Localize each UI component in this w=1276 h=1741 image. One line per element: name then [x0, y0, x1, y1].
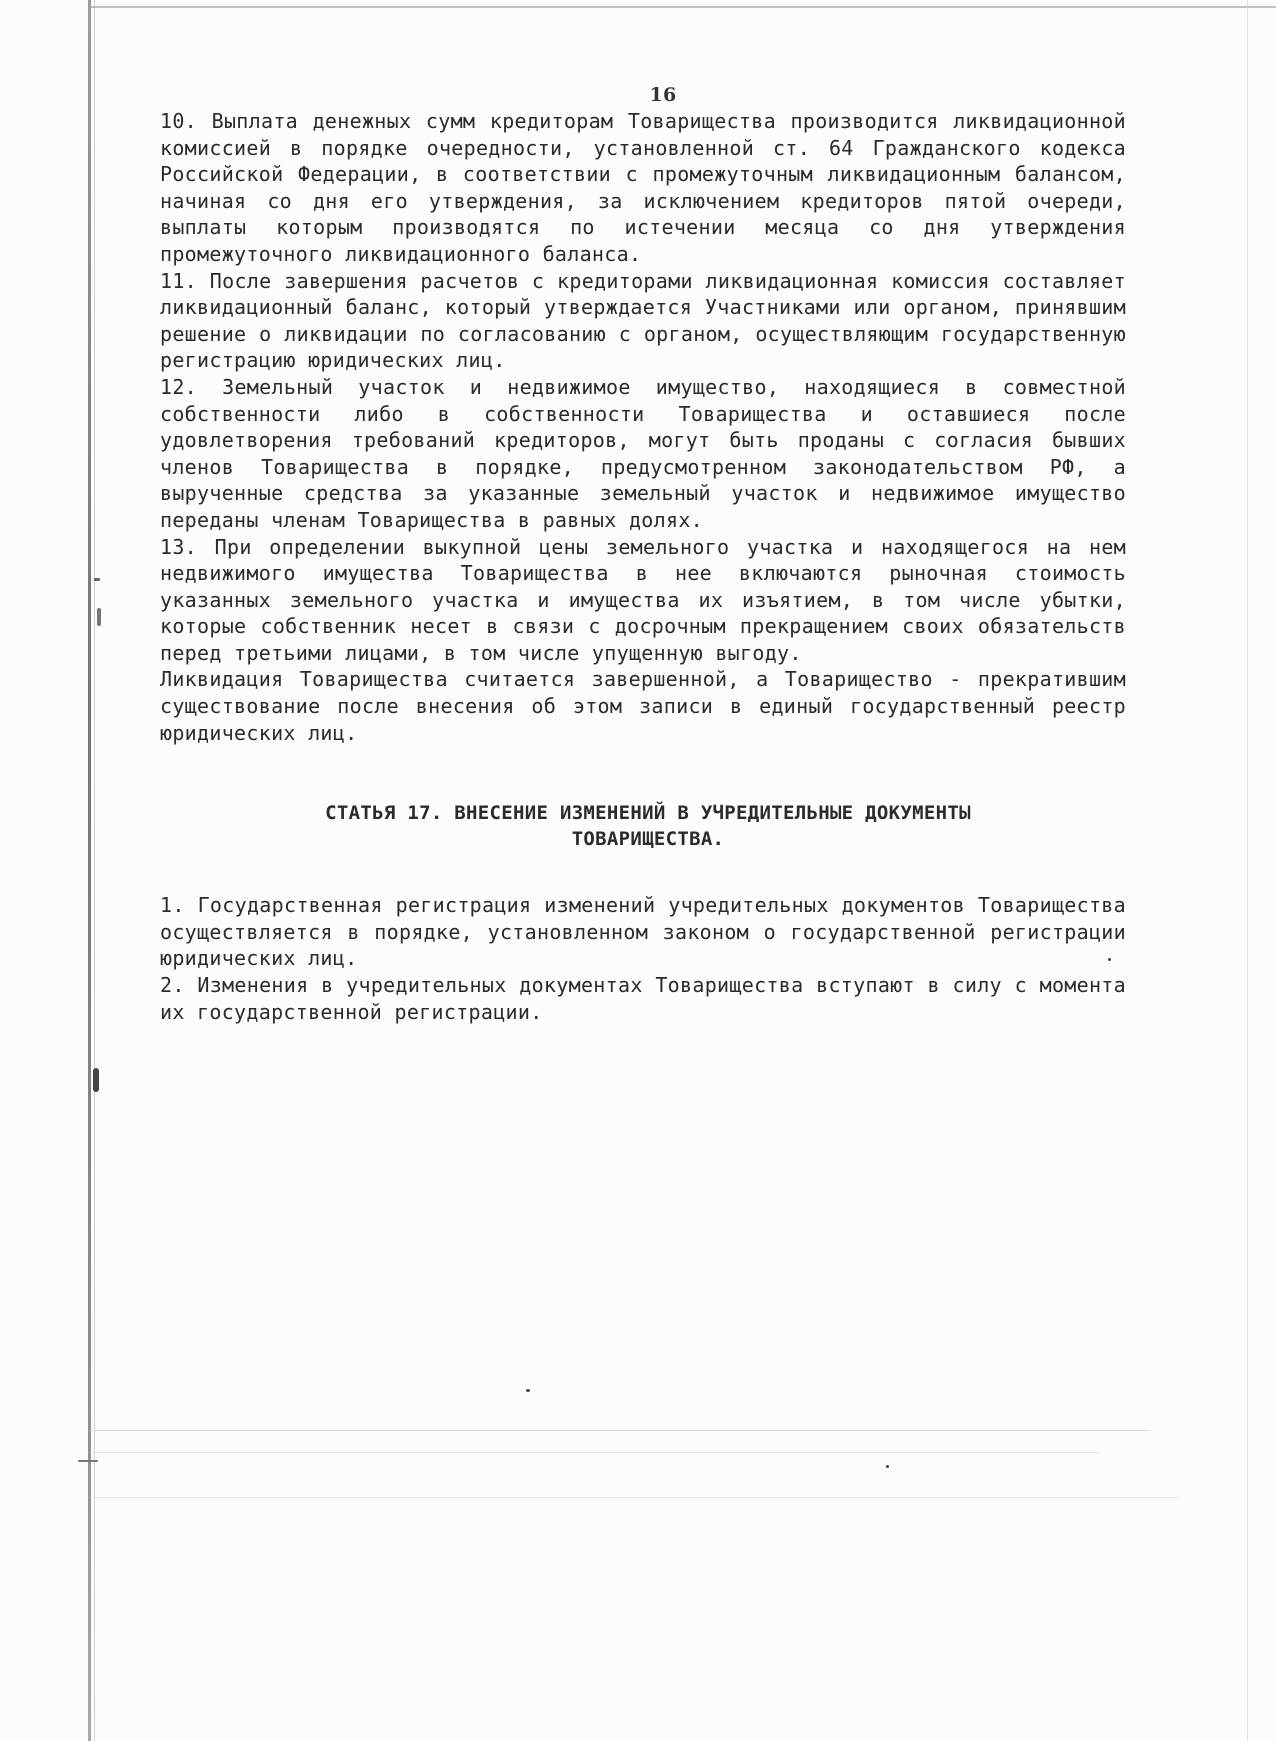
scan-edge-left — [88, 0, 91, 1741]
article-17-paragraph-2: 2. Изменения в учредительных документах Товарищества вступают в силу с момента их государственной регистрации. — [160, 973, 1126, 1024]
scan-edge-right — [1247, 0, 1248, 1741]
article-heading-line-1: СТАТЬЯ 17. ВНЕСЕНИЕ ИЗМЕНЕНИЙ В УЧРЕДИТЕЛЬНЫЕ ДОКУМЕНТЫ — [325, 802, 971, 825]
scan-edge-left-inner — [94, 0, 95, 1741]
scan-speck — [526, 1389, 530, 1392]
scan-line — [90, 1452, 1100, 1453]
paragraph-liquidation-completed: Ликвидация Товарищества считается завершенной, а Товарищество - прекратившим существование после внесения об этом записи в единый государственный реестр юридических лиц. — [160, 667, 1126, 745]
scan-line — [90, 1430, 1150, 1431]
document-body — [160, 82, 1126, 1025]
scan-mark — [78, 1460, 98, 1462]
article-heading-line-2: ТОВАРИЩЕСТВА. — [571, 828, 725, 851]
paragraph-12: 12. Земельный участок и недвижимое имущество, находящиеся в совместной собственности либо в собственности Товарищества и оставшиеся после удовлетворения требований кредиторов, могут быть проданы с согласия бывших членов Товарищества в порядке, предусмотренном законодательством РФ, а вырученные средства за указанные земельный участок и недвижимое имущество переданы членам Товарищества в равных долях. — [160, 374, 1126, 532]
scan-edge-top — [90, 6, 1276, 8]
scan-line — [90, 1497, 1180, 1498]
scan-mark — [97, 608, 101, 626]
scan-mark — [93, 1068, 99, 1092]
scan-mark — [94, 578, 100, 581]
paragraph-13: 13. При определении выкупной цены земельного участка и находящегося на нем недвижимого имущества Товарищества в нее включаются рыночная стоимость указанных земельного участка и имущества их изъятием, в том числе убытки, которые собственник несет в связи с досрочным прекращением своих обязательств перед третьими лицами, в том числе упущенную выгоду. — [160, 534, 1126, 665]
page-number: 16 — [649, 84, 677, 106]
scan-speck — [886, 1465, 889, 1468]
paragraph-11: 11. После завершения расчетов с кредиторами ликвидационная комиссия составляет ликвидационный баланс, который утверждается Участниками или органом, принявшим решение о ликвидации по согласованию с органом, осуществляющим государственную регистрацию юридических лиц. — [160, 268, 1126, 373]
article-17-heading — [160, 800, 1126, 852]
article-17-paragraph-1: 1. Государственная регистрация изменений учредительных документов Товарищества осуществляется в порядке, установленном законом о государственной регистрации юридических лиц. — [160, 893, 1126, 971]
paragraph-10: 10. Выплата денежных сумм кредиторам Товарищества производится ликвидационной комиссией в порядке очередности, установленной ст. 64 Гражданского кодекса Российской Федерации, в соответствии с промежуточным ликвидационным балансом, начиная со дня его утверждения, за исключением кредиторов пятой очереди, выплаты которым производятся по истечении месяца со дня утверждения промежуточного ликвидационного баланса. — [160, 109, 1126, 266]
